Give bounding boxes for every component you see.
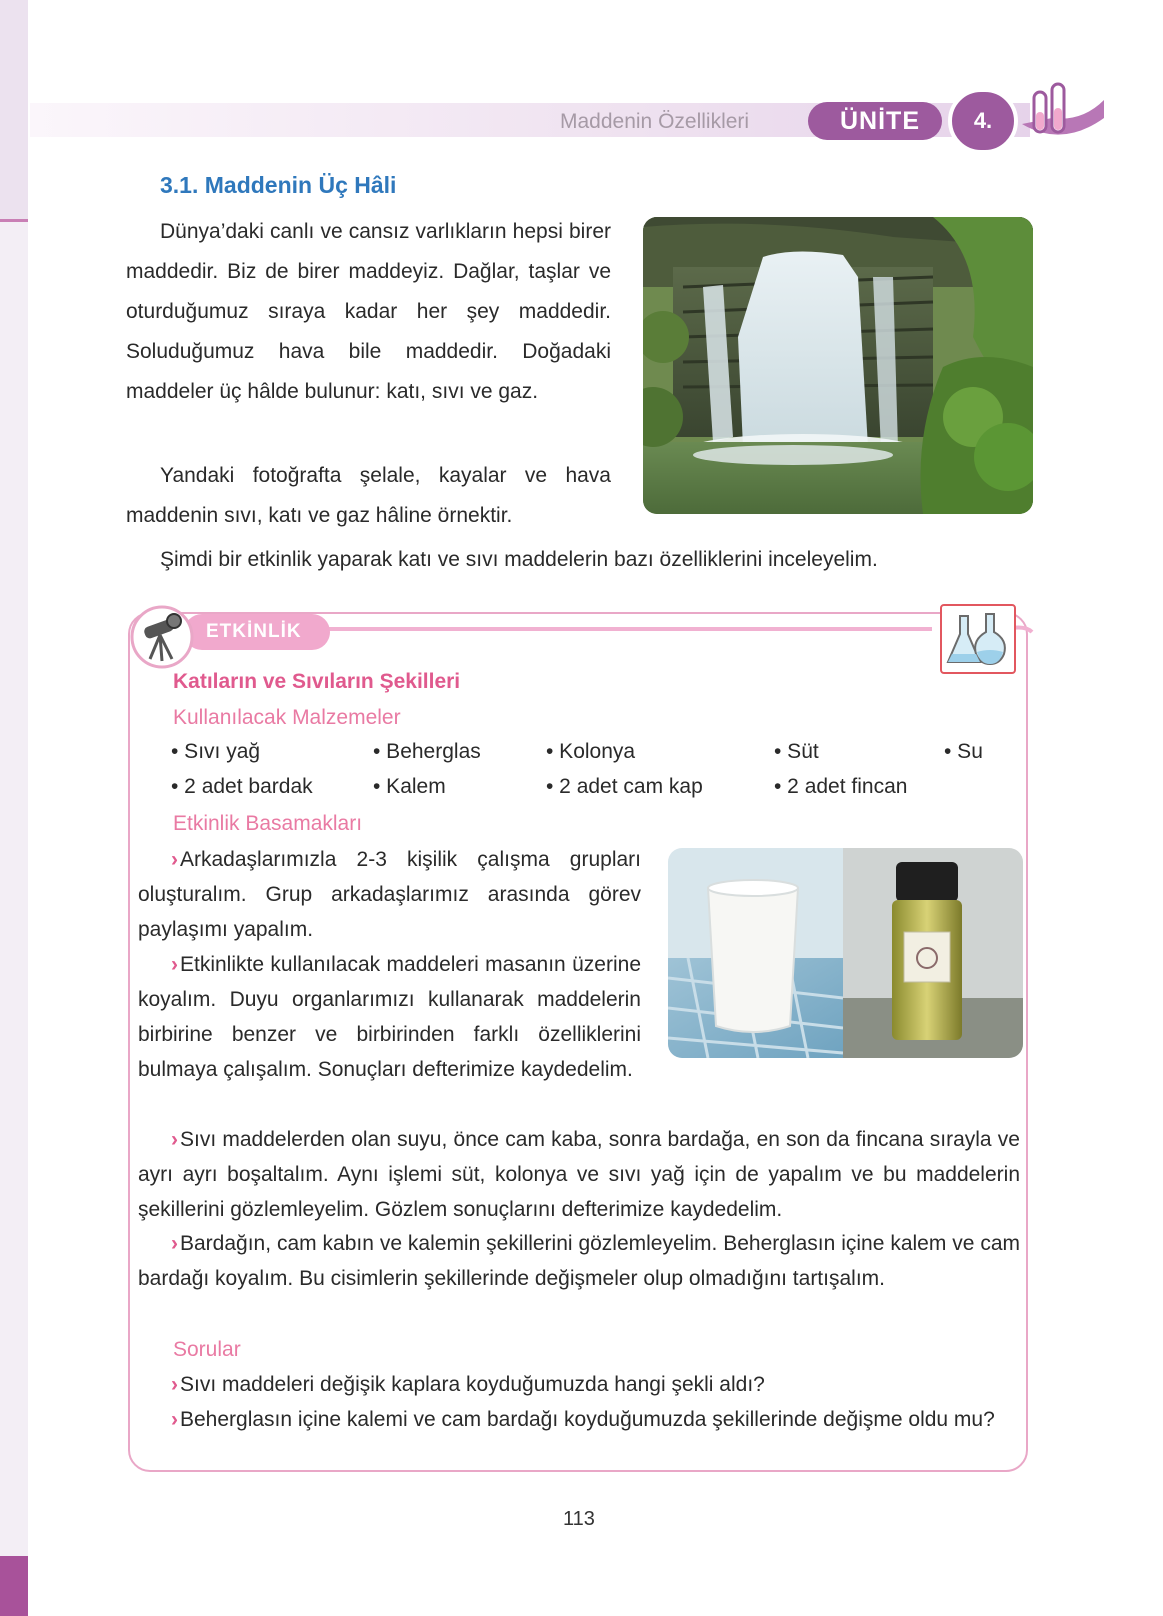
steps-heading: Etkinlik Basamakları (173, 812, 363, 835)
unit-label: ÜNİTE (808, 102, 942, 140)
material-item: • 2 adet bardak (171, 775, 313, 798)
telescope-icon (130, 605, 194, 669)
waterfall-photo (643, 217, 1033, 514)
page-edge-strip (0, 0, 28, 1616)
activity-step-text: Arkadaşlarımızla 2-3 kişilik çalışma grupları oluşturalım. Grup arkadaşlarımız arasında görev paylaşımı yapalım. (138, 848, 641, 941)
material-item: • Su (944, 740, 983, 763)
activity-step (138, 1226, 1020, 1296)
material-item: • Beherglas (373, 740, 481, 763)
material-item: • Kolonya (546, 740, 636, 763)
material-item: • 2 adet cam kap (546, 775, 703, 798)
material-item: • Süt (774, 740, 819, 763)
question-text: Sıvı maddeleri değişik kaplara koyduğumuzda hangi şekli aldı? (180, 1373, 765, 1396)
bullet-marker: › (171, 1232, 178, 1255)
materials-heading: Kullanılacak Malzemeler (173, 706, 401, 729)
question-item (138, 1402, 1020, 1437)
bullet-marker: › (171, 1128, 178, 1151)
page-edge-strip-top (0, 0, 28, 220)
photo-caption-paragraph: Yandaki fotoğrafta şelale, kayalar ve hava maddenin sıvı, katı ve gaz hâline örnektir. (126, 464, 611, 527)
milk-and-cologne-photo (668, 848, 1023, 1058)
intro-paragraph: Dünya’daki canlı ve cansız varlıkların hepsi birer maddedir. Biz de birer maddeyiz. Dağlar, taşlar ve oturduğumuz sıraya kadar her şey maddedir. Soluduğumuz hava bile maddedir. Doğadaki maddeler üç hâlde bulunur: katı, sıvı ve gaz. (126, 220, 611, 403)
test-tubes-icon (1012, 78, 1112, 150)
activity-step-text: Etkinlikte kullanılacak maddeleri masanın üzerine koyalım. Duyu organlarımızı kullanarak maddelerin birbirine benzer ve birbirinden farklı özelliklerini bulmaya çalışalım. Sonuçları defterimize kaydedelim. (138, 953, 641, 1081)
flasks-icon (942, 606, 1014, 672)
question-text: Beherglasın içine kalemi ve cam bardağı koyduğumuzda şekillerinde değişme oldu mu? (180, 1408, 995, 1431)
unit-number: 4. (948, 88, 1018, 154)
transition-paragraph: Şimdi bir etkinlik yaparak katı ve sıvı maddelerin bazı özelliklerini inceleyelim. (160, 548, 878, 571)
bullet-marker: › (171, 1373, 178, 1396)
activity-header-line (318, 627, 932, 631)
activity-title: Katıların ve Sıvıların Şekilleri (173, 670, 461, 693)
activity-step-text: Sıvı maddelerden olan suyu, önce cam kaba, sonra bardağa, en son da fincana sırayla ve ayrı ayrı boşaltalım. Aynı işlemi süt, kolonya ve sıvı yağ için de yapalım ve bu maddelerin şekillerini gözlemleyelim. Gözlem sonuçlarını defterimize kaydedelim. (138, 1128, 1020, 1221)
bullet-marker: › (171, 953, 178, 976)
activity-step (138, 947, 641, 1087)
flask-box (940, 604, 1016, 674)
header-subject: Maddenin Özellikleri (560, 110, 750, 133)
questions-heading: Sorular (173, 1338, 241, 1361)
bullet-marker: › (171, 1408, 178, 1431)
activity-badge: ETKİNLİK (184, 614, 330, 650)
page-edge-strip-bottom (0, 1556, 28, 1616)
activity-step (138, 1122, 1020, 1227)
page-number: 113 (563, 1508, 595, 1530)
bullet-marker: › (171, 848, 178, 871)
material-item: • Sıvı yağ (171, 740, 261, 763)
section-title: 3.1. Maddenin Üç Hâli (160, 172, 397, 198)
activity-step-text: Bardağın, cam kabın ve kalemin şekillerini gözlemleyelim. Beherglasın içine kalem ve cam bardağı koyalım. Bu cisimlerin şekillerinde değişmeler olup olmadığını tartışalım. (138, 1232, 1020, 1290)
page-edge-divider (0, 219, 28, 222)
material-item: • Kalem (373, 775, 446, 798)
material-item: • 2 adet fincan (774, 775, 908, 798)
question-item (138, 1367, 1020, 1402)
activity-step (138, 842, 641, 947)
